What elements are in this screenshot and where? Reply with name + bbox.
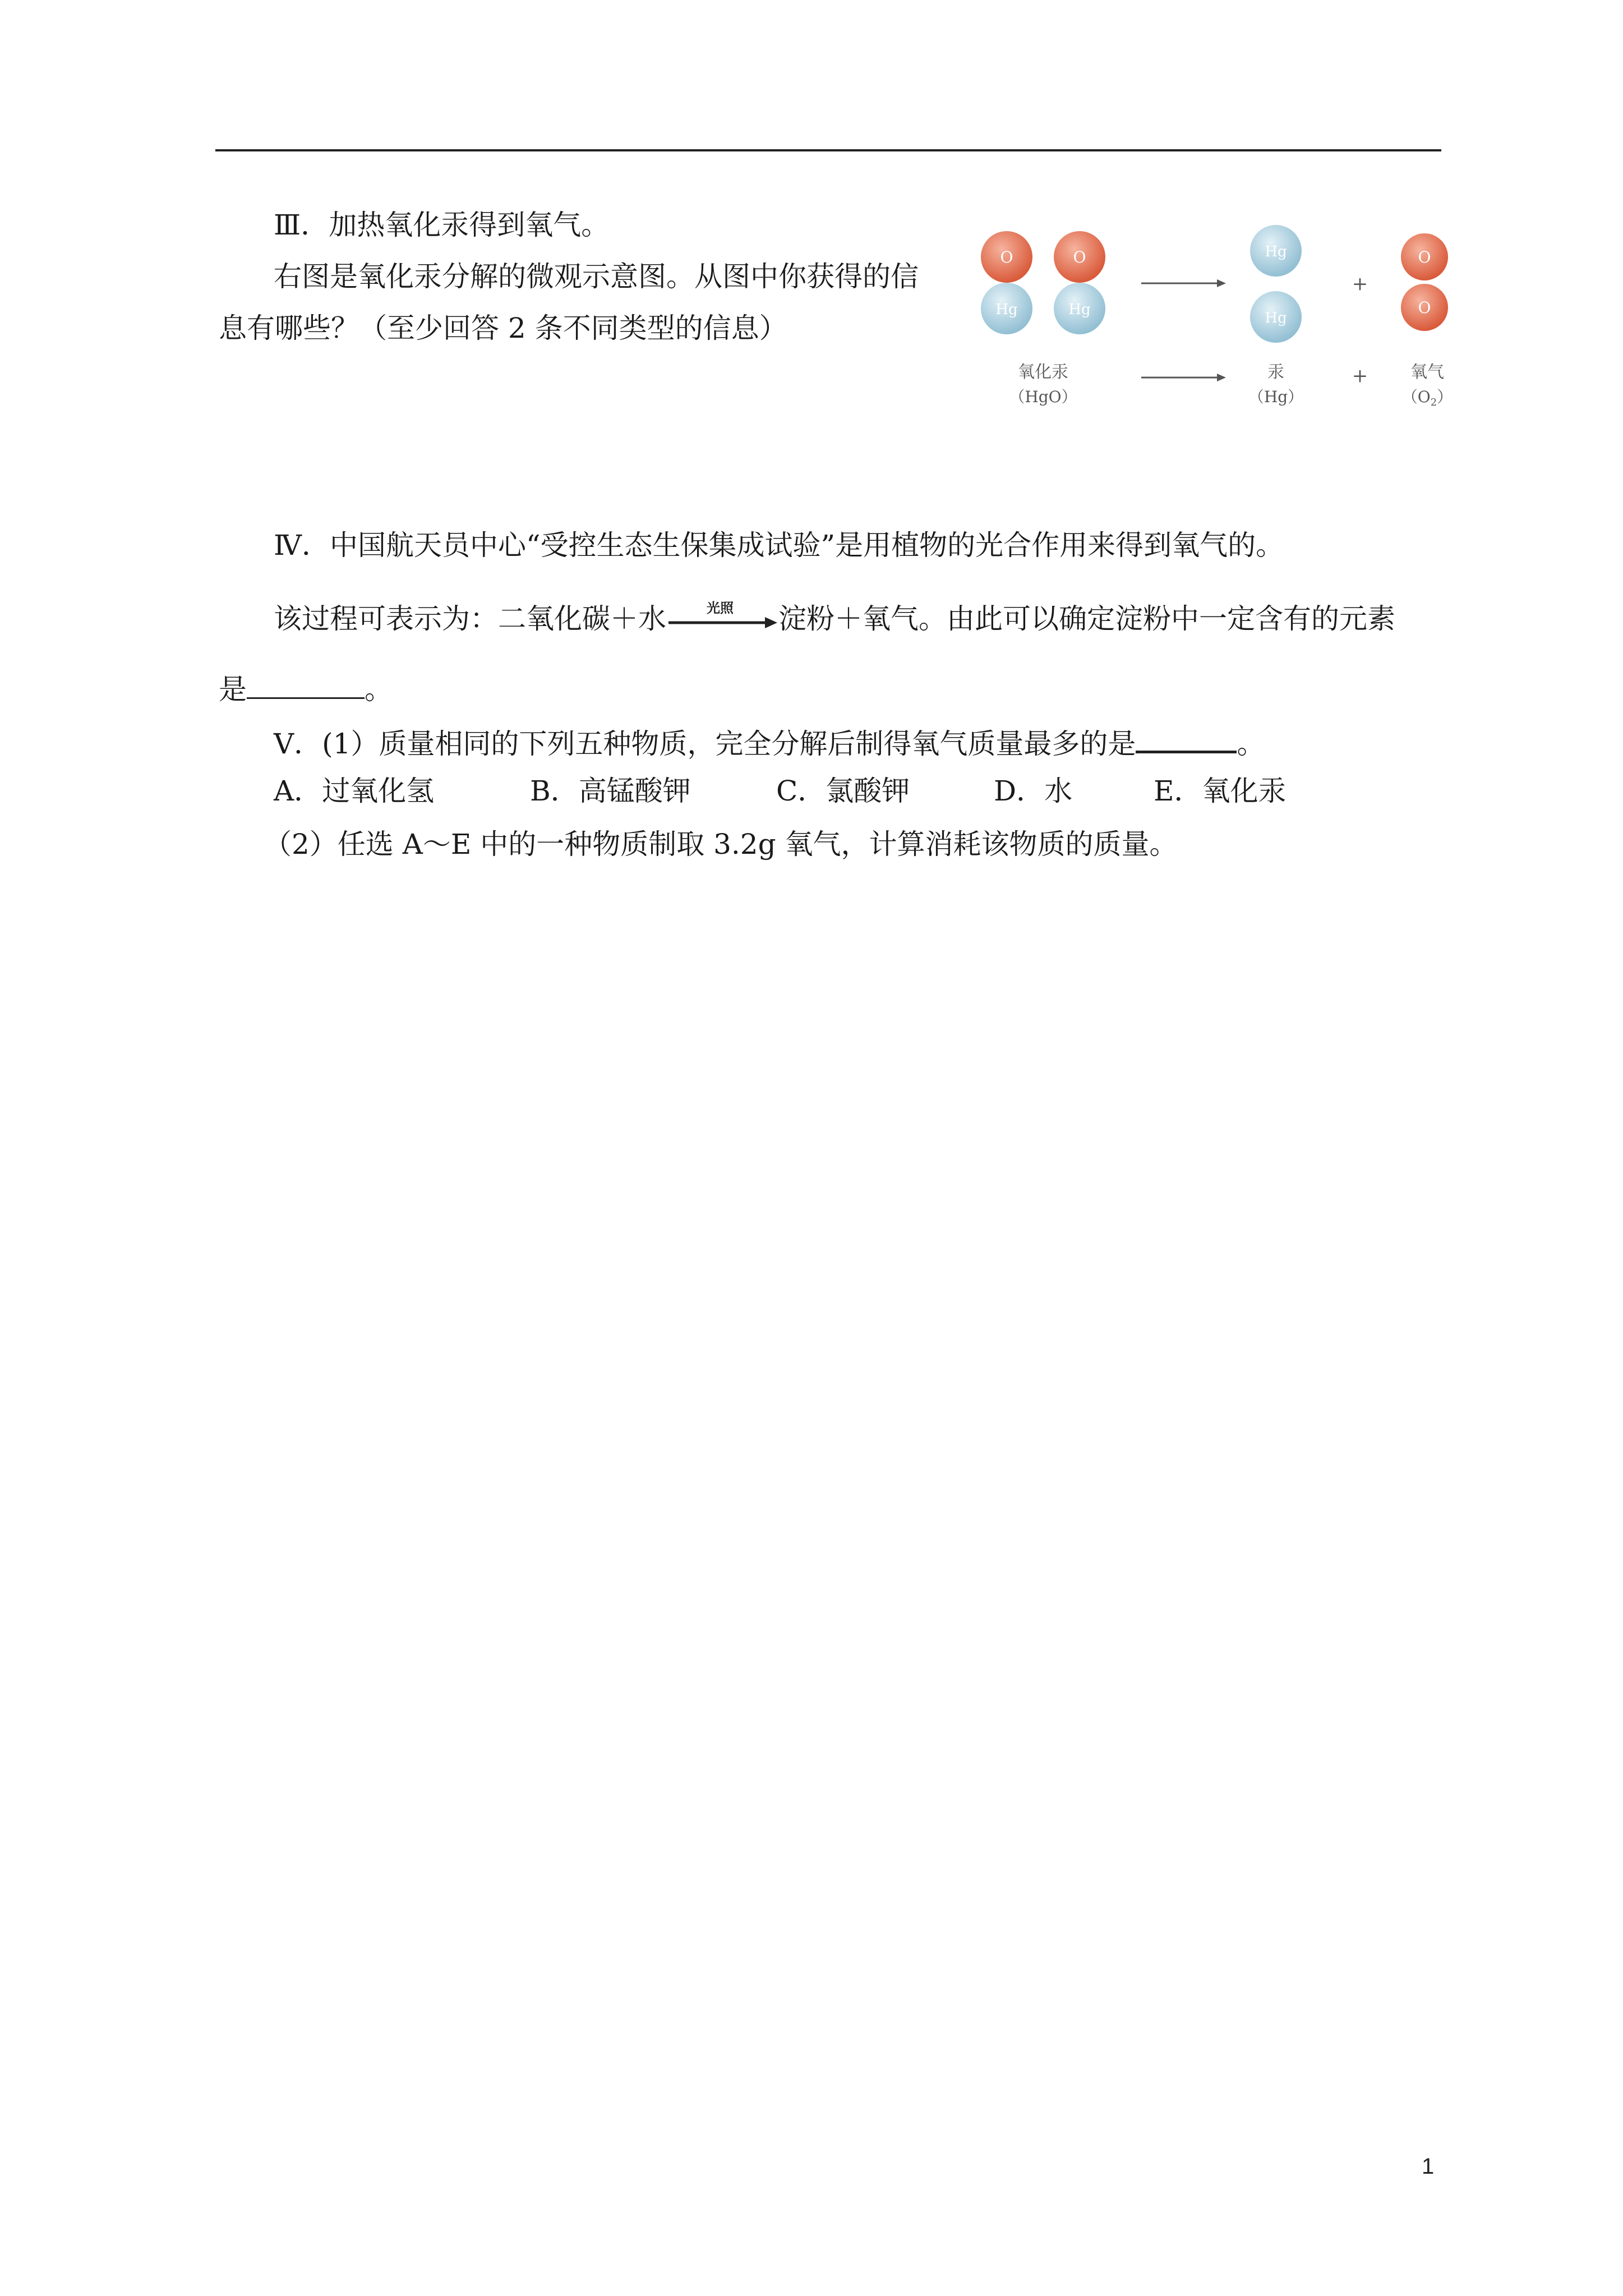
atom-label-o: O: [1000, 248, 1013, 266]
arrow-label: 光照: [707, 600, 734, 616]
atom-label-o: O: [1418, 248, 1431, 266]
formula-product-oxygen: $(O_2)$: [1401, 388, 1453, 408]
equation-products: 淀粉＋氧气。由此可以确定淀粉中一定含有的元素: [778, 602, 1395, 635]
section-3-text-line1: 右图是氧化汞分解的微观示意图。从图中你获得的信: [274, 260, 919, 293]
plus-sign: +: [1352, 273, 1368, 295]
atom-label-hg: Hg: [995, 301, 1018, 318]
atom-label-o: O: [1418, 298, 1431, 317]
answer-blank-elements[interactable]: [247, 666, 365, 699]
section-5-question-2: （2）任选 A～E 中的一种物质制取 3.2g 氧气，计算消耗该物质的质量。: [264, 828, 1178, 861]
question-1-suffix: 。: [1237, 728, 1265, 760]
option-b: B．高锰酸钾: [530, 775, 691, 807]
atom-label-hg: Hg: [1265, 243, 1287, 260]
reaction-arrow-bottom: [1141, 374, 1226, 381]
caption-product-oxygen: 氧气: [1410, 362, 1444, 382]
answer-suffix: 。: [365, 673, 393, 706]
section-3-text-line2: 息有哪些？（至少回答 2 条不同类型的信息）: [219, 312, 787, 344]
plus-sign: +: [1352, 365, 1368, 387]
mercury-atoms-product: [1250, 225, 1302, 343]
section-3-title: Ⅲ．加热氧化汞得到氧气。: [274, 209, 610, 241]
option-d: D．水: [994, 775, 1073, 807]
formula-reactant: （HgO）: [1009, 388, 1077, 406]
equation-reactants: 该过程可表示为：二氧化碳＋水: [274, 602, 666, 635]
option-e: E．氧化汞: [1154, 775, 1287, 807]
light-condition-arrow: [666, 600, 778, 632]
hgo-molecule-1: [981, 231, 1032, 334]
option-c: C．氯酸钾: [776, 775, 910, 807]
diagram-svg: [976, 199, 1458, 424]
formula-product-mercury: （Hg）: [1248, 388, 1304, 406]
header-rule: [215, 149, 1441, 151]
hgo-molecule-2: [1054, 231, 1105, 334]
answer-blank-q1[interactable]: [1136, 719, 1237, 753]
reaction-arrow-top: [1141, 279, 1226, 287]
oxygen-molecule-product: [1401, 233, 1448, 331]
atom-label-hg: Hg: [1068, 301, 1091, 318]
page-number: 1: [1422, 2154, 1435, 2179]
caption-product-mercury: 汞: [1267, 362, 1284, 382]
question-1-text: Ⅴ．(1）质量相同的下列五种物质，完全分解后制得氧气质量最多的是: [274, 728, 1136, 760]
answer-prefix: 是: [219, 673, 247, 706]
atom-label-hg: Hg: [1265, 310, 1287, 326]
section-4-line2: [274, 599, 1395, 638]
caption-reactant: 氧化汞: [1018, 362, 1068, 382]
option-a: A．过氧化氢: [274, 775, 435, 807]
section-4-line1: Ⅳ．中国航天员中心“受控生态生保集成试验”是用植物的光合作用来得到氧气的。: [274, 529, 1284, 562]
section-5-question-1: [274, 719, 1265, 763]
section-4-line3: [219, 666, 393, 709]
atom-label-o: O: [1073, 248, 1086, 266]
hgo-decomposition-diagram: [976, 199, 1458, 424]
